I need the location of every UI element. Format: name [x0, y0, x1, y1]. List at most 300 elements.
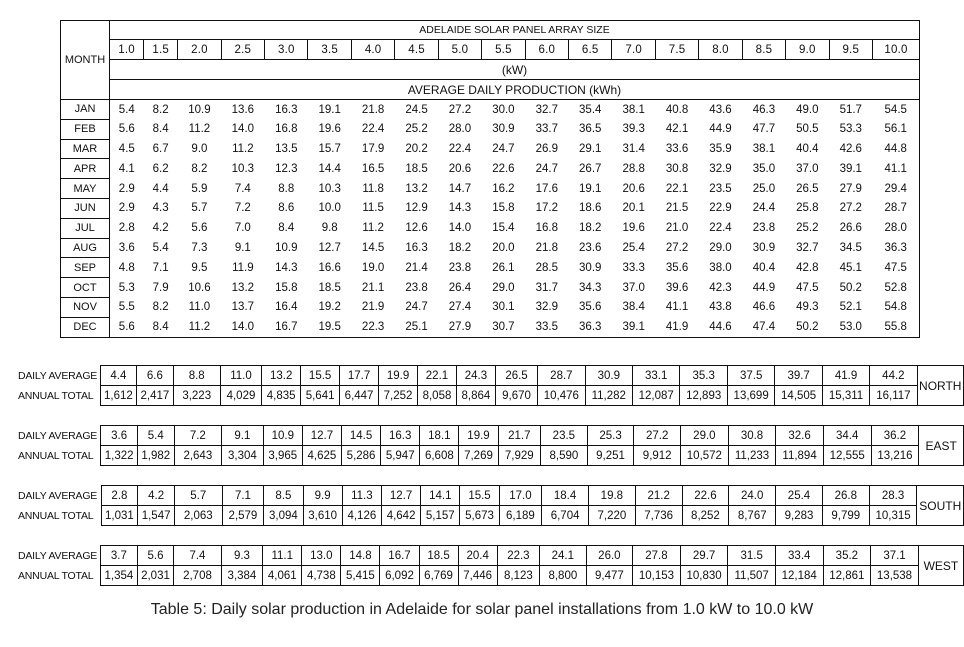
annual-value: 6,769	[419, 566, 458, 586]
annual-value: 11,233	[728, 446, 776, 466]
production-value: 13.6	[231, 103, 255, 116]
production-value: 16.5	[361, 162, 385, 175]
daily-value: 9.9	[303, 486, 342, 506]
annual-value: 6,189	[499, 506, 542, 526]
production-value: 19.5	[308, 317, 351, 337]
annual-value: 4,642	[381, 506, 420, 526]
daily-value: 19.9	[459, 426, 498, 446]
annual-value: 4,029	[220, 386, 261, 406]
production-value: 23.8	[448, 261, 472, 274]
production-value: 11.0	[188, 301, 211, 314]
daily-value: 26.0	[586, 546, 633, 566]
daily-value: 9.1	[222, 426, 264, 446]
production-value: 38.0	[709, 261, 732, 274]
production-value: 26.6	[839, 222, 862, 235]
production-value: 24.7	[405, 301, 428, 314]
production-value: 13.2	[405, 182, 428, 195]
production-value: 52.1	[839, 301, 862, 314]
production-value: 5.6	[118, 123, 135, 136]
annual-value: 3,965	[263, 446, 302, 466]
annual-value: 8,252	[682, 506, 729, 526]
production-value: 4.2	[152, 222, 169, 235]
annual-value: 9,477	[586, 566, 633, 586]
production-value: 11.2	[178, 317, 221, 337]
production-value: 38.1	[752, 142, 776, 155]
production-value: 22.4	[709, 222, 732, 235]
daily-value: 3.6	[101, 426, 138, 446]
production-value: 28.0	[872, 218, 919, 238]
daily-value: 24.3	[456, 366, 495, 386]
daily-value: 25.3	[587, 426, 634, 446]
production-value: 24.5	[405, 103, 428, 116]
production-value: 16.4	[275, 301, 298, 314]
unit-label: (kW)	[110, 60, 920, 80]
production-value: 14.0	[231, 123, 255, 136]
daily-label: DAILY AVERAGE	[18, 369, 98, 382]
annual-label: ANNUAL TOTAL	[18, 389, 94, 402]
annual-value: 13,216	[871, 446, 919, 466]
production-value: 5.9	[191, 182, 208, 195]
daily-value: 16.7	[380, 546, 419, 566]
production-value: 29.0	[709, 241, 732, 254]
annual-value: 5,286	[342, 446, 381, 466]
annual-value: 1,031	[101, 506, 138, 526]
production-value: 14.3	[448, 202, 472, 215]
annual-value: 4,625	[302, 446, 341, 466]
production-value: 19.1	[579, 182, 602, 195]
production-value: 6.2	[152, 162, 169, 175]
annual-value: 2,417	[137, 386, 174, 406]
daily-value: 37.1	[871, 546, 919, 566]
production-value: 8.8	[278, 182, 295, 195]
annual-value: 13,538	[871, 566, 919, 586]
month-label: NOV	[61, 297, 110, 317]
production-value: 16.6	[318, 261, 341, 274]
production-value: 31.4	[622, 142, 645, 155]
production-value: 56.1	[872, 119, 919, 139]
production-value: 44.8	[872, 139, 919, 159]
annual-value: 7,446	[458, 566, 497, 586]
array-size-header: 7.0	[612, 40, 655, 60]
production-value: 40.4	[796, 142, 819, 155]
production-value: 41.1	[665, 301, 689, 314]
daily-value: 15.5	[301, 366, 340, 386]
month-header: MONTH	[61, 21, 110, 100]
production-value: 26.1	[492, 261, 515, 274]
production-value: 30.1	[492, 301, 515, 314]
production-value: 11.2	[362, 222, 384, 235]
production-value: 4.5	[118, 142, 135, 155]
summary-south	[18, 485, 964, 526]
production-value: 49.0	[796, 103, 819, 116]
annual-value: 10,830	[680, 566, 728, 586]
daily-value: 33.4	[775, 546, 823, 566]
production-value: 21.5	[665, 202, 689, 215]
annual-value: 2,031	[137, 566, 174, 586]
production-value: 30.9	[752, 241, 776, 254]
month-label: SEP	[61, 258, 110, 278]
production-value: 22.1	[665, 182, 689, 195]
production-value: 36.3	[872, 238, 919, 258]
production-value: 11.8	[362, 182, 384, 195]
production-value: 24.4	[752, 202, 776, 215]
daily-label: DAILY AVERAGE	[18, 549, 98, 562]
array-size-header: 1.0	[110, 40, 144, 60]
production-value: 39.1	[839, 162, 862, 175]
daily-value: 3.7	[101, 546, 138, 566]
production-value: 17.9	[361, 142, 385, 155]
production-value: 40.4	[752, 261, 776, 274]
annual-value: 3,610	[303, 506, 342, 526]
production-value: 47.5	[872, 258, 919, 278]
production-value: 25.0	[752, 182, 776, 195]
production-value: 14.4	[318, 162, 341, 175]
daily-value: 28.3	[869, 486, 917, 506]
production-value: 13.2	[231, 281, 255, 294]
production-value: 21.1	[361, 281, 385, 294]
production-value: 42.8	[796, 261, 819, 274]
daily-value: 17.7	[340, 366, 379, 386]
annual-value: 4,738	[302, 566, 341, 586]
daily-value: 34.4	[823, 426, 871, 446]
production-value: 7.2	[234, 202, 251, 215]
daily-value: 24.1	[540, 546, 587, 566]
month-row	[61, 218, 920, 238]
production-value: 10.9	[275, 241, 298, 254]
summary-east	[18, 425, 964, 466]
daily-value: 28.7	[538, 366, 585, 386]
daily-value: 2.8	[101, 486, 138, 506]
annual-value: 12,087	[632, 386, 679, 406]
production-value: 20.6	[448, 162, 472, 175]
production-value: 22.4	[448, 142, 472, 155]
production-value: 10.9	[188, 103, 211, 116]
production-value: 12.7	[318, 241, 341, 254]
annual-value: 10,153	[633, 566, 681, 586]
production-value: 7.9	[152, 281, 169, 294]
annual-value: 1,354	[101, 566, 138, 586]
production-value: 11.2	[188, 123, 211, 136]
annual-value: 6,608	[420, 446, 459, 466]
month-row	[61, 100, 920, 120]
production-value: 43.6	[709, 103, 732, 116]
production-value: 7.0	[234, 222, 251, 235]
production-value: 8.4	[144, 317, 178, 337]
month-label: MAR	[61, 139, 110, 159]
month-row	[61, 139, 920, 159]
daily-value: 8.8	[173, 366, 220, 386]
array-size-header: 8.5	[742, 40, 785, 60]
daily-value: 18.5	[419, 546, 458, 566]
production-value: 5.7	[191, 202, 208, 215]
month-row	[61, 198, 920, 218]
production-value: 27.9	[438, 317, 481, 337]
production-value: 36.3	[569, 317, 612, 337]
production-value: 29.1	[579, 142, 602, 155]
production-value: 42.3	[709, 281, 732, 294]
production-value: 35.0	[752, 162, 776, 175]
production-value: 10.6	[188, 281, 211, 294]
daily-value: 21.7	[498, 426, 540, 446]
daily-value: 10.9	[263, 426, 302, 446]
daily-value: 27.8	[633, 546, 681, 566]
daily-row	[18, 546, 964, 566]
table-caption: Table 5: Daily solar production in Adelaide for solar panel installations from 1.0 kW to 10.0 kW	[150, 601, 814, 618]
annual-value: 2,579	[222, 506, 264, 526]
production-value: 12.9	[405, 202, 428, 215]
daily-value: 27.2	[634, 426, 681, 446]
production-value: 19.1	[318, 103, 341, 116]
production-value: 41.1	[872, 159, 919, 179]
production-value: 39.1	[612, 317, 655, 337]
annual-value: 6,447	[340, 386, 379, 406]
production-value: 16.7	[265, 317, 308, 337]
production-value: 25.1	[395, 317, 438, 337]
production-value: 14.3	[275, 261, 298, 274]
production-value: 3.6	[118, 241, 135, 254]
annual-value: 7,220	[588, 506, 635, 526]
production-value: 10.3	[231, 162, 255, 175]
daily-value: 18.1	[420, 426, 459, 446]
annual-value: 8,590	[541, 446, 588, 466]
daily-value: 4.4	[100, 366, 137, 386]
production-value: 29.0	[492, 281, 515, 294]
production-value: 32.7	[535, 103, 558, 116]
daily-value: 26.5	[495, 366, 537, 386]
annual-value: 5,641	[301, 386, 340, 406]
daily-value: 23.5	[541, 426, 588, 446]
array-size-header: 5.5	[482, 40, 525, 60]
production-value: 16.8	[275, 123, 298, 136]
annual-value: 4,126	[342, 506, 381, 526]
production-value: 44.6	[699, 317, 742, 337]
daily-value: 31.5	[728, 546, 775, 566]
production-value: 54.8	[872, 297, 919, 317]
daily-value: 24.0	[729, 486, 776, 506]
annual-value: 4,835	[262, 386, 301, 406]
production-value: 24.7	[492, 142, 515, 155]
direction-label: EAST	[919, 426, 964, 466]
array-size-header: 6.5	[569, 40, 612, 60]
production-value: 15.4	[492, 222, 515, 235]
month-label: OCT	[61, 278, 110, 298]
production-value: 17.2	[535, 202, 558, 215]
production-value: 22.3	[351, 317, 394, 337]
daily-value: 32.6	[776, 426, 824, 446]
annual-row	[18, 566, 964, 586]
daily-value: 26.8	[822, 486, 869, 506]
daily-value: 29.0	[681, 426, 729, 446]
production-value: 21.4	[405, 261, 428, 274]
production-value: 28.8	[622, 162, 645, 175]
month-row	[61, 278, 920, 298]
array-size-header: 6.0	[525, 40, 568, 60]
production-value: 35.6	[579, 301, 602, 314]
production-value: 30.9	[492, 123, 515, 136]
production-value: 50.5	[796, 123, 819, 136]
production-value: 23.6	[579, 241, 602, 254]
production-value: 4.4	[152, 182, 169, 195]
production-value: 2.9	[118, 202, 135, 215]
annual-value: 7,736	[635, 506, 682, 526]
production-value: 24.7	[535, 162, 558, 175]
production-value: 22.9	[709, 202, 732, 215]
annual-value: 14,505	[775, 386, 822, 406]
daily-value: 8.5	[264, 486, 303, 506]
production-value: 20.1	[622, 202, 645, 215]
production-value: 12.3	[275, 162, 298, 175]
annual-row	[18, 506, 964, 526]
production-value: 32.7	[796, 241, 819, 254]
daily-value: 4.2	[138, 486, 175, 506]
annual-value: 8,767	[729, 506, 776, 526]
daily-value: 5.7	[174, 486, 222, 506]
production-value: 13.5	[275, 142, 298, 155]
production-value: 8.4	[152, 123, 169, 136]
annual-value: 6,704	[542, 506, 589, 526]
production-value: 18.5	[405, 162, 428, 175]
production-value: 47.7	[752, 123, 776, 136]
production-value: 20.2	[405, 142, 428, 155]
array-size-header: 4.5	[395, 40, 438, 60]
daily-value: 14.5	[342, 426, 381, 446]
daily-value: 37.5	[727, 366, 774, 386]
daily-value: 36.2	[871, 426, 919, 446]
production-value: 28.5	[535, 261, 558, 274]
production-value: 25.4	[622, 241, 645, 254]
production-value: 46.3	[752, 103, 776, 116]
array-size-header: 3.5	[308, 40, 351, 60]
production-value: 7.4	[234, 182, 251, 195]
production-value: 34.3	[579, 281, 602, 294]
production-value: 27.9	[839, 182, 862, 195]
production-value: 9.8	[321, 222, 338, 235]
array-size-header: 5.0	[438, 40, 481, 60]
production-value: 8.2	[191, 162, 208, 175]
production-value: 51.7	[839, 103, 862, 116]
array-size-header: 2.5	[221, 40, 264, 60]
production-value: 20.6	[622, 182, 645, 195]
annual-value: 11,507	[728, 566, 775, 586]
production-value: 47.5	[796, 281, 819, 294]
daily-value: 6.6	[137, 366, 174, 386]
production-value: 15.8	[492, 202, 515, 215]
annual-value: 3,094	[264, 506, 303, 526]
production-value: 27.2	[448, 103, 472, 116]
annual-value: 9,251	[587, 446, 634, 466]
production-value: 14.0	[448, 222, 472, 235]
production-value: 23.8	[752, 222, 776, 235]
annual-value: 8,123	[497, 566, 539, 586]
daily-value: 15.5	[460, 486, 499, 506]
production-value: 11.2	[232, 142, 254, 155]
daily-value: 33.1	[632, 366, 679, 386]
production-value: 18.5	[318, 281, 341, 294]
month-label: JUL	[61, 218, 110, 238]
production-value: 39.6	[665, 281, 689, 294]
production-value: 55.8	[872, 317, 919, 337]
production-value: 45.1	[839, 261, 862, 274]
production-value: 21.0	[665, 222, 689, 235]
array-size-header: 2.0	[178, 40, 221, 60]
daily-label: DAILY AVERAGE	[18, 489, 98, 502]
month-row	[61, 317, 920, 337]
annual-value: 5,673	[460, 506, 499, 526]
production-value: 8.6	[278, 202, 295, 215]
annual-label: ANNUAL TOTAL	[18, 509, 94, 522]
production-value: 19.0	[361, 261, 385, 274]
production-value: 47.4	[742, 317, 785, 337]
production-value: 44.9	[709, 123, 732, 136]
daily-value: 22.3	[497, 546, 539, 566]
production-value: 44.9	[752, 281, 776, 294]
month-row	[61, 179, 920, 199]
production-value: 32.9	[535, 301, 558, 314]
daily-value: 18.4	[542, 486, 589, 506]
annual-value: 2,063	[174, 506, 222, 526]
production-value: 38.4	[622, 301, 645, 314]
direction-label: SOUTH	[917, 486, 964, 526]
production-value: 33.5	[525, 317, 568, 337]
production-value: 9.5	[191, 261, 208, 274]
production-value: 18.6	[579, 202, 602, 215]
production-value: 34.5	[839, 241, 862, 254]
annual-row	[18, 386, 964, 406]
daily-value: 19.8	[588, 486, 635, 506]
production-value: 14.0	[221, 317, 264, 337]
production-value: 26.9	[535, 142, 558, 155]
array-size-header: 10.0	[872, 40, 919, 60]
annual-label: ANNUAL TOTAL	[18, 449, 94, 462]
production-value: 30.7	[482, 317, 525, 337]
production-value: 28.7	[872, 198, 919, 218]
daily-value: 7.4	[174, 546, 221, 566]
production-value: 52.8	[872, 278, 919, 298]
production-value: 13.7	[231, 301, 255, 314]
production-value: 2.9	[118, 182, 135, 195]
daily-value: 30.9	[585, 366, 632, 386]
array-size-row	[61, 40, 920, 60]
annual-value: 10,476	[538, 386, 585, 406]
production-value: 23.8	[405, 281, 428, 294]
annual-value: 3,384	[221, 566, 263, 586]
production-value: 25.2	[405, 123, 428, 136]
daily-value: 7.1	[222, 486, 264, 506]
annual-value: 11,282	[585, 386, 632, 406]
annual-value: 15,311	[822, 386, 869, 406]
production-value: 35.6	[665, 261, 689, 274]
month-label: MAY	[61, 179, 110, 199]
production-value: 37.0	[622, 281, 645, 294]
annual-value: 16,117	[870, 386, 917, 406]
annual-value: 7,269	[459, 446, 498, 466]
production-value: 9.1	[234, 241, 251, 254]
direction-label: NORTH	[917, 366, 963, 406]
production-value: 19.6	[622, 222, 645, 235]
month-label: FEB	[61, 119, 110, 139]
production-value: 54.5	[872, 100, 919, 120]
production-value: 35.4	[579, 103, 602, 116]
month-row	[61, 258, 920, 278]
production-value: 19.6	[318, 123, 341, 136]
annual-value: 5,947	[381, 446, 420, 466]
table-title: ADELAIDE SOLAR PANEL ARRAY SIZE	[110, 21, 920, 40]
annual-row	[18, 446, 964, 466]
daily-value: 17.0	[499, 486, 542, 506]
daily-value: 30.8	[728, 426, 776, 446]
daily-value: 13.0	[302, 546, 341, 566]
production-value: 39.3	[622, 123, 645, 136]
